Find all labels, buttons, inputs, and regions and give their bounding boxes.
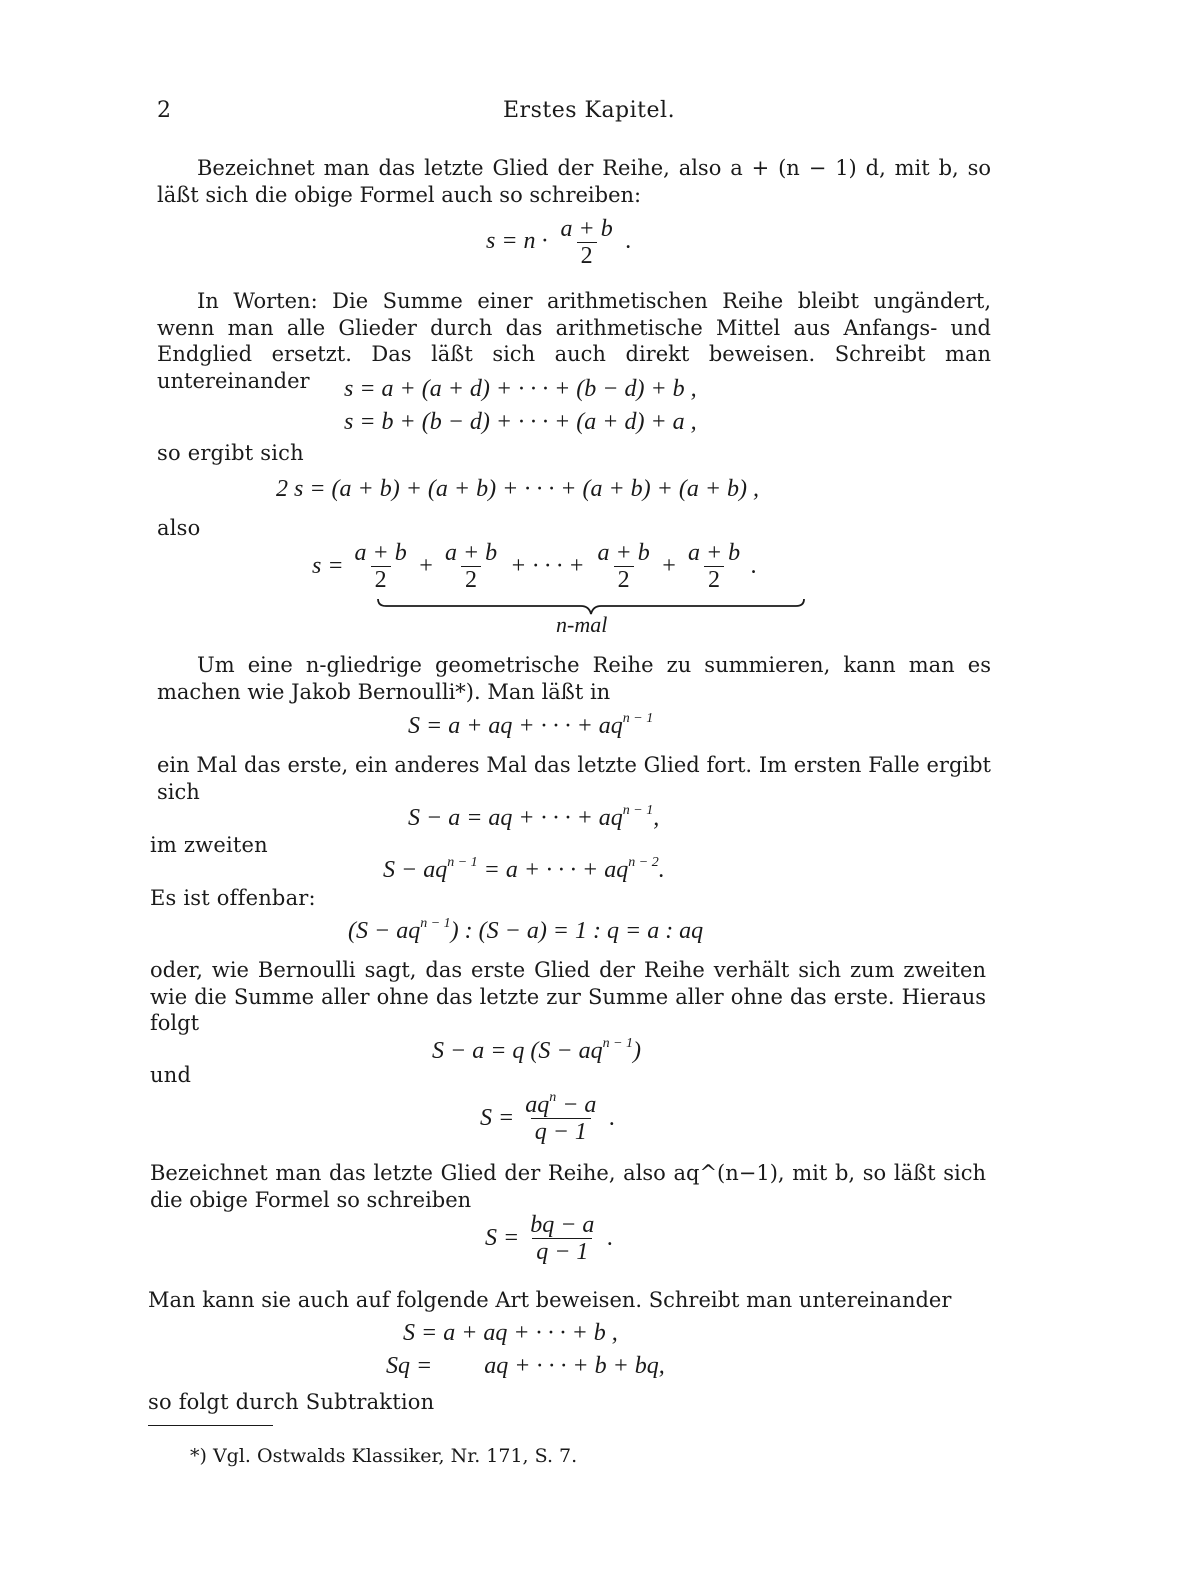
equation-S-bq: S = $\frac{bq - a}{q - 1}$ .	[485, 1212, 614, 1265]
equation-geometric-series: S = a + aq + · · · + $aq^{n - 1}$	[408, 711, 654, 739]
paragraph-2: In Worten: Die Summe einer arithmetischen Reihe bleibt ungändert, wenn man alle Glieder durch das arithmetische Mittel aus Anfangs- und Endglied ersetzt. Das läßt sich auch direkt beweisen. Schreibt man untereinander	[157, 289, 991, 393]
footnote-rule	[148, 1425, 273, 1426]
paragraph-6: Bezeichnet man das letzte Glied der Reihe, also aq^(n−1), mit b, so läßt sich die obige Formel so schreiben	[150, 1161, 986, 1212]
text-es-ist-offenbar: Es ist offenbar:	[150, 886, 316, 910]
equation-S-result: S = $\frac{aq^n - a}{q - 1}$ .	[480, 1090, 616, 1145]
text-so-ergibt-sich: so ergibt sich	[157, 441, 304, 465]
page-number: 2	[157, 98, 171, 123]
equation-ratio: $(S - aq^{n - 1})$ : (S − a) = 1 : q = a : aq	[348, 916, 704, 944]
equation-S-minus-aqn1: $S - aq^{n - 1} = a$ + · · · + $aq^{n - 2}$.	[383, 855, 665, 883]
text-so-folgt: so folgt durch Subtraktion	[148, 1390, 435, 1414]
text-also: also	[157, 516, 201, 540]
paragraph-3: Um eine n-gliedrige geometrische Reihe zu summieren, kann man es machen wie Jakob Bernoulli*). Man läßt in	[157, 653, 991, 704]
footnote: *) Vgl. Ostwalds Klassiker, Nr. 171, S. 7.	[190, 1445, 578, 1467]
paragraph-4: ein Mal das erste, ein anderes Mal das letzte Glied fort. Im ersten Falle ergibt sich	[157, 753, 991, 804]
equation-S-minus-a: S − a = aq + · · · + $aq^{n - 1}$,	[408, 803, 660, 831]
equation-s-backward: s = b + (b − d) + · · · + (a + d) + a ,	[344, 409, 697, 435]
paragraph-5: oder, wie Bernoulli sagt, das erste Glied der Reihe verhält sich zum zweiten wie die Summe aller ohne das letzte zur Summe aller ohne das erste. Hieraus folgt	[150, 958, 986, 1035]
equation-s-forward: s = a + (a + d) + · · · + (b − d) + b ,	[344, 376, 697, 402]
equation-2s: 2 s = (a + b) + (a + b) + · · · + (a + b) + (a + b) ,	[276, 476, 760, 502]
paragraph-1: Bezeichnet man das letzte Glied der Reihe, also a + (n − 1) d, mit b, so läßt sich die obige Formel auch so schreiben:	[157, 156, 991, 207]
paragraph-7: Man kann sie auch auf folgende Art beweisen. Schreibt man untereinander	[148, 1288, 952, 1312]
brace-label: n-mal	[556, 612, 608, 637]
equation-S-minus-a-q: S − a = q $(S - aq^{n - 1})$	[432, 1036, 642, 1064]
text-im-zweiten: im zweiten	[150, 833, 268, 857]
equation-arith-sum-ab: s = n · $\frac{a + b}{2}$ .	[486, 216, 632, 269]
equation-Sq-list: Sq = aq + · · · + b + bq,	[386, 1353, 665, 1379]
running-head: Erstes Kapitel.	[503, 98, 676, 123]
equation-S-list: S = a + aq + · · · + b ,	[403, 1320, 618, 1346]
equation-s-mean-sum: s = $\frac{a + b}{2}$ + $\frac{a + b}{2}$ + · · · + $\frac{a + b}{2}$ + $\frac{a + b}{2}$ .	[312, 540, 758, 593]
text-und: und	[150, 1063, 192, 1087]
